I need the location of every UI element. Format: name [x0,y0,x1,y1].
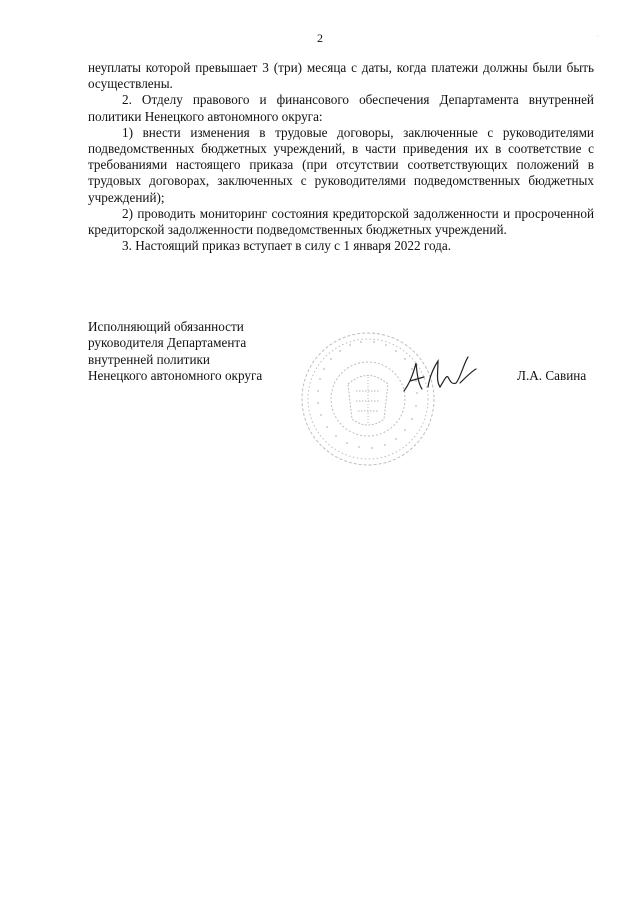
document-body [88,60,594,254]
paragraph-item-2: 2. Отделу правового и финансового обеспечения Департамента внутренней политики Ненецкого автономного округа: [88,92,594,124]
corner-mark: · [597,34,599,40]
position-line: руководителя Департамента [88,335,247,351]
paragraph-item-3: 3. Настоящий приказ вступает в силу с 1 января 2022 года. [122,238,452,254]
signer-name: Л.А. Савина [517,368,587,383]
paragraph-subitem-1: 1) внести изменения в трудовые договоры, заключенные с руководителями подведомственных бюджетных учреждений, в части приведения их в соответствие с требованиями настоящего приказа (при отсутствии соответствующих положений в трудовых договорах, заключенных с руководителями подведомственных бюджетных учреждений); [88,124,594,205]
position-line: Ненецкого автономного округа [88,367,263,383]
signer-position [88,319,262,384]
position-line: Исполняющий обязанности [88,319,244,334]
page-number: 2 [317,31,323,45]
position-line: внутренней политики [88,351,210,367]
official-seal-stamp [298,329,438,469]
paragraph-continuation: неуплаты которой превышает 3 (три) месяца с даты, когда платежи должны были быть осуществлены. [88,60,594,92]
handwritten-signature [400,353,480,399]
paragraph-subitem-2: 2) проводить мониторинг состояния кредиторской задолженности и просроченной кредиторской задолженности подведомственных бюджетных учреждений. [88,205,594,238]
